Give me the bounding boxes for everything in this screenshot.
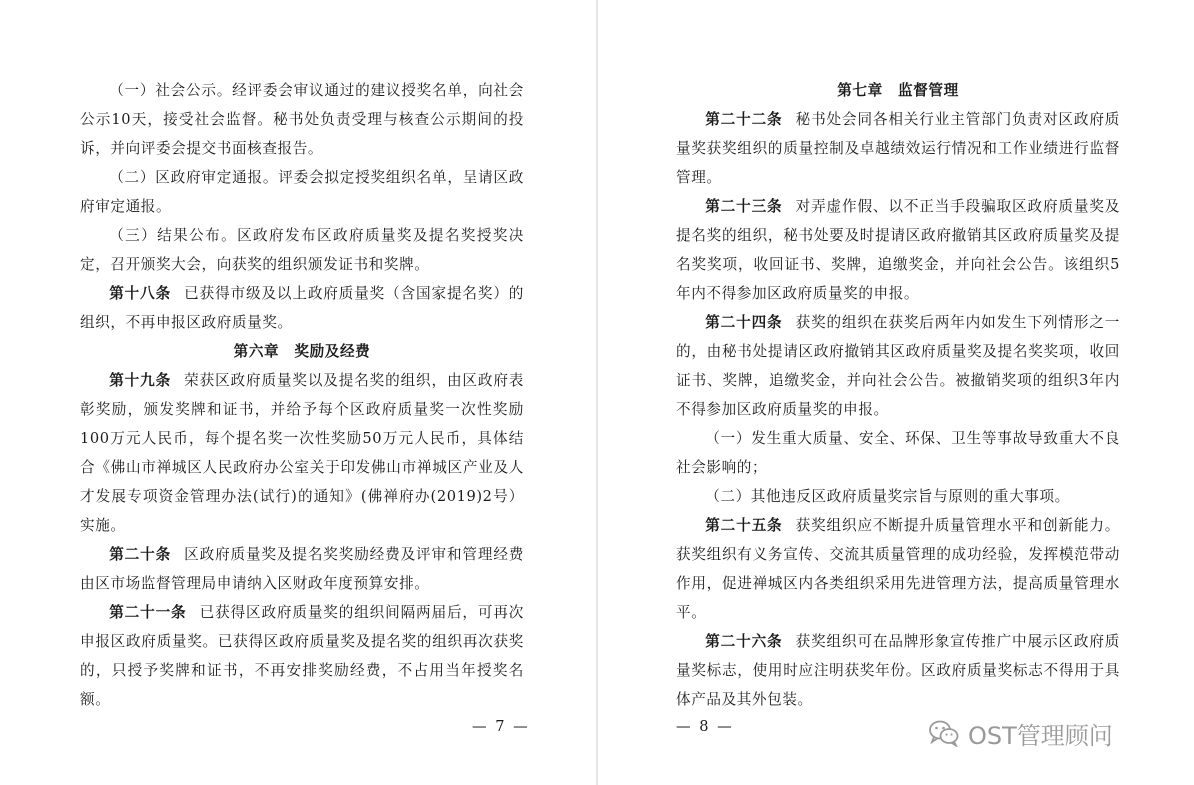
wechat-icon (928, 719, 960, 747)
watermark (928, 716, 1113, 750)
paragraph: （二）其他违反区政府质量奖宗旨与原则的重大事项。 (705, 488, 1070, 505)
article-number: 第十九条 (109, 372, 172, 389)
article-paragraph: 第二十三条 对弄虚作假、以不正当手段骗取区政府质量奖及提名奖的组织，秘书处要及时提请区政府撤销其区政府质量奖及提名奖奖项，收回证书、奖牌，追缴奖金，并向社会公告。该组织5年内不得参加区政府质量奖的申报。 (676, 198, 1120, 302)
watermark-text: OST管理顾问 (968, 721, 1113, 750)
right-page (598, 0, 1194, 785)
page-number: — 8 — (676, 718, 734, 735)
article-number: 第十八条 (109, 285, 172, 302)
article-number: 第二十六条 (705, 633, 783, 650)
paragraph: （三）结果公布。区政府发布区政府质量奖及提名奖授奖决定，召开颁奖大会，向获奖的组织颁发证书和奖牌。 (80, 227, 524, 273)
article-paragraph: 第二十六条 获奖组织可在品牌形象宣传推广中展示区政府质量奖标志，使用时应注明获奖年份。区政府质量奖标志不得用于具体产品及其外包装。 (676, 633, 1120, 708)
paragraph: （二）区政府审定通报。评委会拟定授奖组织名单，呈请区政府审定通报。 (80, 169, 524, 215)
article-number: 第二十一条 (109, 604, 187, 621)
article-paragraph: 第二十五条 获奖组织应不断提升质量管理水平和创新能力。获奖组织有义务宣传、交流其质量管理的成功经验，发挥模范带动作用，促进禅城区内各类组织采用先进管理方法，提高质量管理水平。 (676, 517, 1120, 621)
article-paragraph: 第二十四条 获奖的组织在获奖后两年内如发生下列情形之一的，由秘书处提请区政府撤销其区政府质量奖及提名奖奖项，收回证书、奖牌，追缴奖金，并向社会公告。被撤销奖项的组织3年内不得参加区政府质量奖的申报。 (676, 314, 1120, 418)
left-page (0, 0, 596, 785)
article-paragraph: 第十九条 荣获区政府质量奖以及提名奖的组织，由区政府表彰奖励，颁发奖牌和证书，并给予每个区政府质量奖一次性奖励100万元人民币，每个提名奖一次性奖励50万元人民币，具体结合《佛山市禅城区人民政府办公室关于印发佛山市禅城区产业及人才发展专项资金管理办法(试行)的通知》(佛禅府办(2019)2号）实施。 (80, 372, 524, 534)
paragraph: （一）发生重大质量、安全、环保、卫生等事故导致重大不良社会影响的； (676, 430, 1120, 476)
article-paragraph: 第二十一条 已获得区政府质量奖的组织间隔两届后，可再次申报区政府质量奖。已获得区政府质量奖及提名奖的组织再次获奖的，只授予奖牌和证书，不再安排奖励经费，不占用当年授奖名额。 (80, 604, 524, 708)
article-number: 第二十二条 (705, 111, 783, 128)
article-number: 第二十五条 (705, 517, 783, 534)
chapter-heading: 第七章 监督管理 (837, 82, 959, 99)
article-number: 第二十三条 (705, 198, 783, 215)
article-paragraph: 第二十条 区政府质量奖及提名奖奖励经费及评审和管理经费由区市场监督管理局申请纳入区财政年度预算安排。 (80, 546, 524, 592)
chapter-heading: 第六章 奖励及经费 (233, 343, 371, 360)
article-number: 第二十条 (109, 546, 172, 563)
paragraph: （一）社会公示。经评委会审议通过的建议授奖名单，向社会公示10天，接受社会监督。秘书处负责受理与核查公示期间的投诉，并向评委会提交书面核查报告。 (80, 82, 524, 157)
article-paragraph: 第二十二条 秘书处会同各相关行业主管部门负责对区政府质量奖获奖组织的质量控制及卓越绩效运行情况和工作业绩进行监督管理。 (676, 111, 1120, 186)
article-number: 第二十四条 (705, 314, 783, 331)
article-paragraph: 第十八条 已获得市级及以上政府质量奖（含国家提名奖）的组织，不再申报区政府质量奖。 (80, 285, 524, 331)
right-page-body (676, 76, 1120, 714)
left-page-body (80, 76, 524, 714)
page-number: — 7 — (472, 718, 530, 735)
